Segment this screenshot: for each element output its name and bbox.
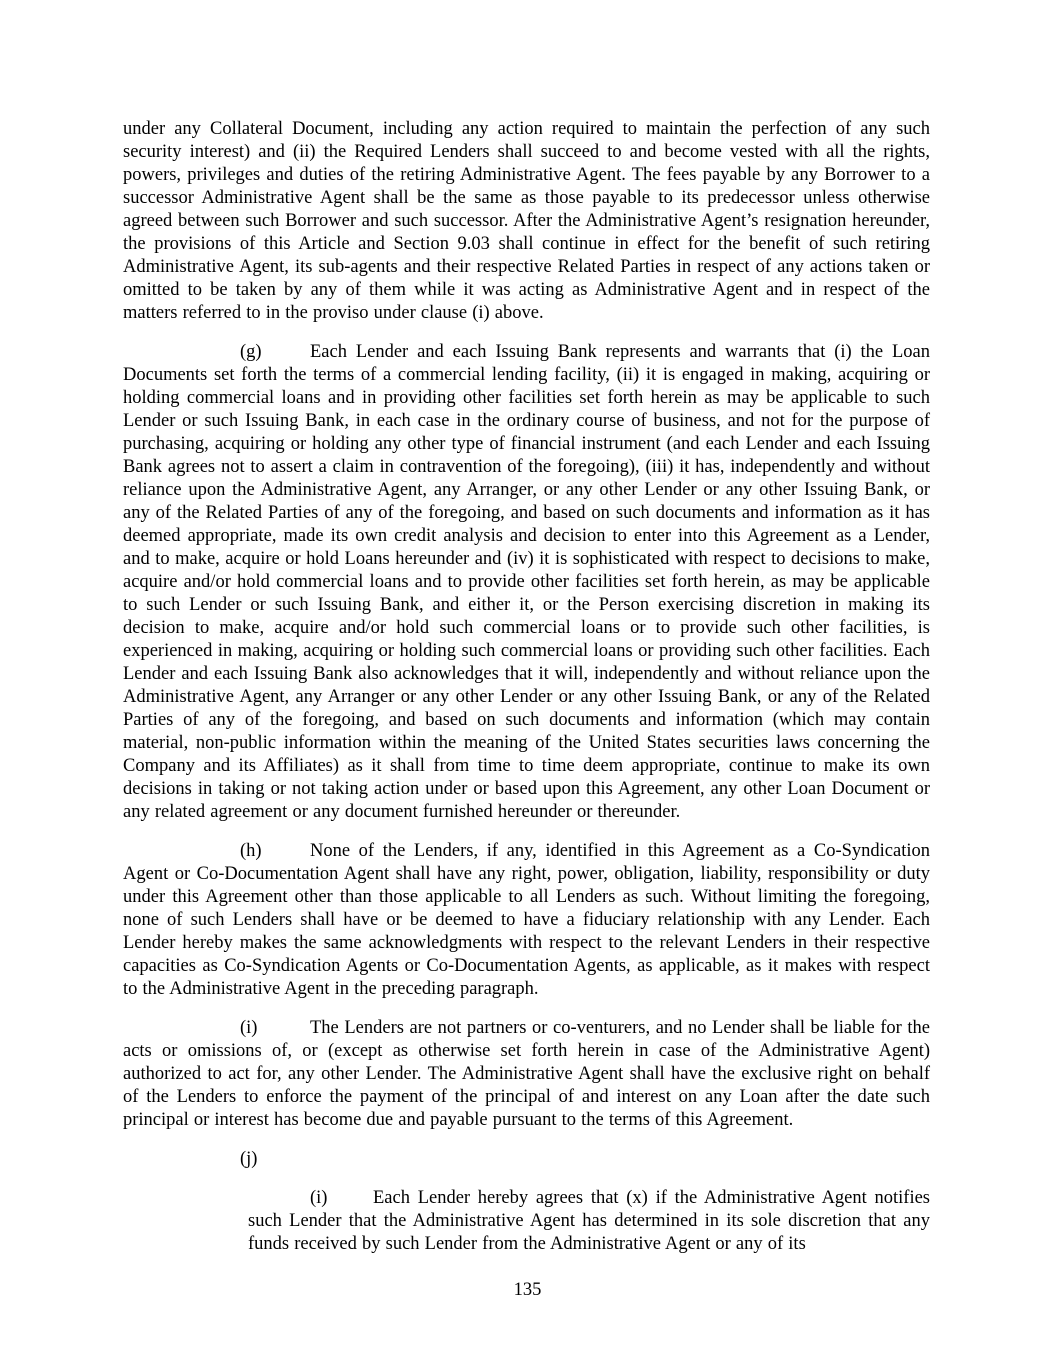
page-body xyxy=(123,118,930,1272)
subparagraph-i-text: Each Lender hereby agrees that (x) if the Administrative Agent notifies such Lender that the Administrative Agent has determined in its sole discretion that any funds received by such Lender from the Administrative Agent or any of its xyxy=(248,1188,930,1254)
paragraph-i-label: (i) xyxy=(240,1018,258,1038)
paragraph-i xyxy=(123,1017,930,1132)
paragraph-g xyxy=(123,341,930,824)
paragraph-j xyxy=(123,1148,930,1171)
paragraph-h-text: None of the Lenders, if any, identified in this Agreement as a Co-Syndication Agent or Co-Documentation Agent shall have any right, power, obligation, liability, responsibility or duty under this Agreement other than those applicable to all Lenders as such. Without limiting the foregoing, none of such Lenders shall have or be deemed to have a fiduciary relationship with any Lender. Each Lender hereby makes the same acknowledgments with respect to the relevant Lenders in their respective capacities as Co-Syndication Agents or Co-Documentation Agents, as applicable, as it makes with respect to the Administrative Agent in the preceding paragraph. xyxy=(123,841,930,999)
page-number: 135 xyxy=(513,1280,542,1300)
paragraph-h xyxy=(123,840,930,1001)
paragraph-g-label: (g) xyxy=(240,342,262,362)
paragraph-h-label: (h) xyxy=(240,841,262,861)
paragraph-continuation: under any Collateral Document, including any action required to maintain the perfection of any such security interest) and (ii) the Required Lenders shall succeed to and become vested with all the rights, powers, privileges and duties of the retiring Administrative Agent. The fees payable by any Borrower to a successor Administrative Agent shall be the same as those payable to its predecessor unless otherwise agreed between such Borrower and such successor. After the Administrative Agent’s resignation hereunder, the provisions of this Article and Section 9.03 shall continue in effect for the benefit of such retiring Administrative Agent, its sub-agents and their respective Related Parties in respect of any actions taken or omitted to be taken by any of them while it was acting as Administrative Agent and in respect of the matters referred to in the proviso under clause (i) above. xyxy=(123,119,930,323)
paragraph-i-text: The Lenders are not partners or co-venturers, and no Lender shall be liable for the acts or omissions of, or (except as otherwise set forth herein in case of the Administrative Agent) authorized to act for, any other Lender. The Administrative Agent shall have the exclusive right on behalf of the Lenders to enforce the payment of the principal of and interest on any Loan after the date such principal or interest has become due and payable pursuant to the terms of this Agreement. xyxy=(123,1018,930,1130)
paragraph-j-label: (j) xyxy=(240,1149,258,1169)
subparagraph-i xyxy=(248,1187,930,1256)
subparagraph-i-label: (i) xyxy=(310,1188,328,1208)
paragraph-g-text: Each Lender and each Issuing Bank represents and warrants that (i) the Loan Documents set forth the terms of a commercial lending facility, (ii) it is engaged in making, acquiring or holding commercial loans and in providing other facilities set forth herein as may be applicable to such Lender or such Issuing Bank, in each case in the ordinary course of business, and not for the purpose of purchasing, acquiring or holding any other type of financial instrument (and each Lender and each Issuing Bank agrees not to assert a claim in contravention of the foregoing), (iii) it has, independently and without reliance upon the Administrative Agent, any Arranger, or any other Lender or any other Issuing Bank, or any of the Related Parties of any of the foregoing, and based on such documents and information as it has deemed appropriate, made its own credit analysis and decision to enter into this Agreement as a Lender, and to make, acquire or hold Loans hereunder and (iv) it is sophisticated with respect to decisions to make, acquire and/or hold commercial loans and to provide other facilities set forth herein, as may be applicable to such Lender or such Issuing Bank, and either it, or the Person exercising discretion in making its decision to make, acquire and/or hold such commercial loans or to provide such other facilities, is experienced in making, acquiring or holding such commercial loans or providing such other facilities. Each Lender and each Issuing Bank also acknowledges that it will, independently and without reliance upon the Administrative Agent, any Arranger or any other Lender or any other Issuing Bank, or any of the Related Parties of any of the foregoing, and based on such documents and information (which may contain material, non-public information within the meaning of the United States securities laws concerning the Company and its Affiliates) as it shall from time to time deem appropriate, continue to make its own decisions in taking or not taking action under or based upon this Agreement, any other Loan Document or any related agreement or any document furnished hereunder or thereunder. xyxy=(123,342,930,822)
